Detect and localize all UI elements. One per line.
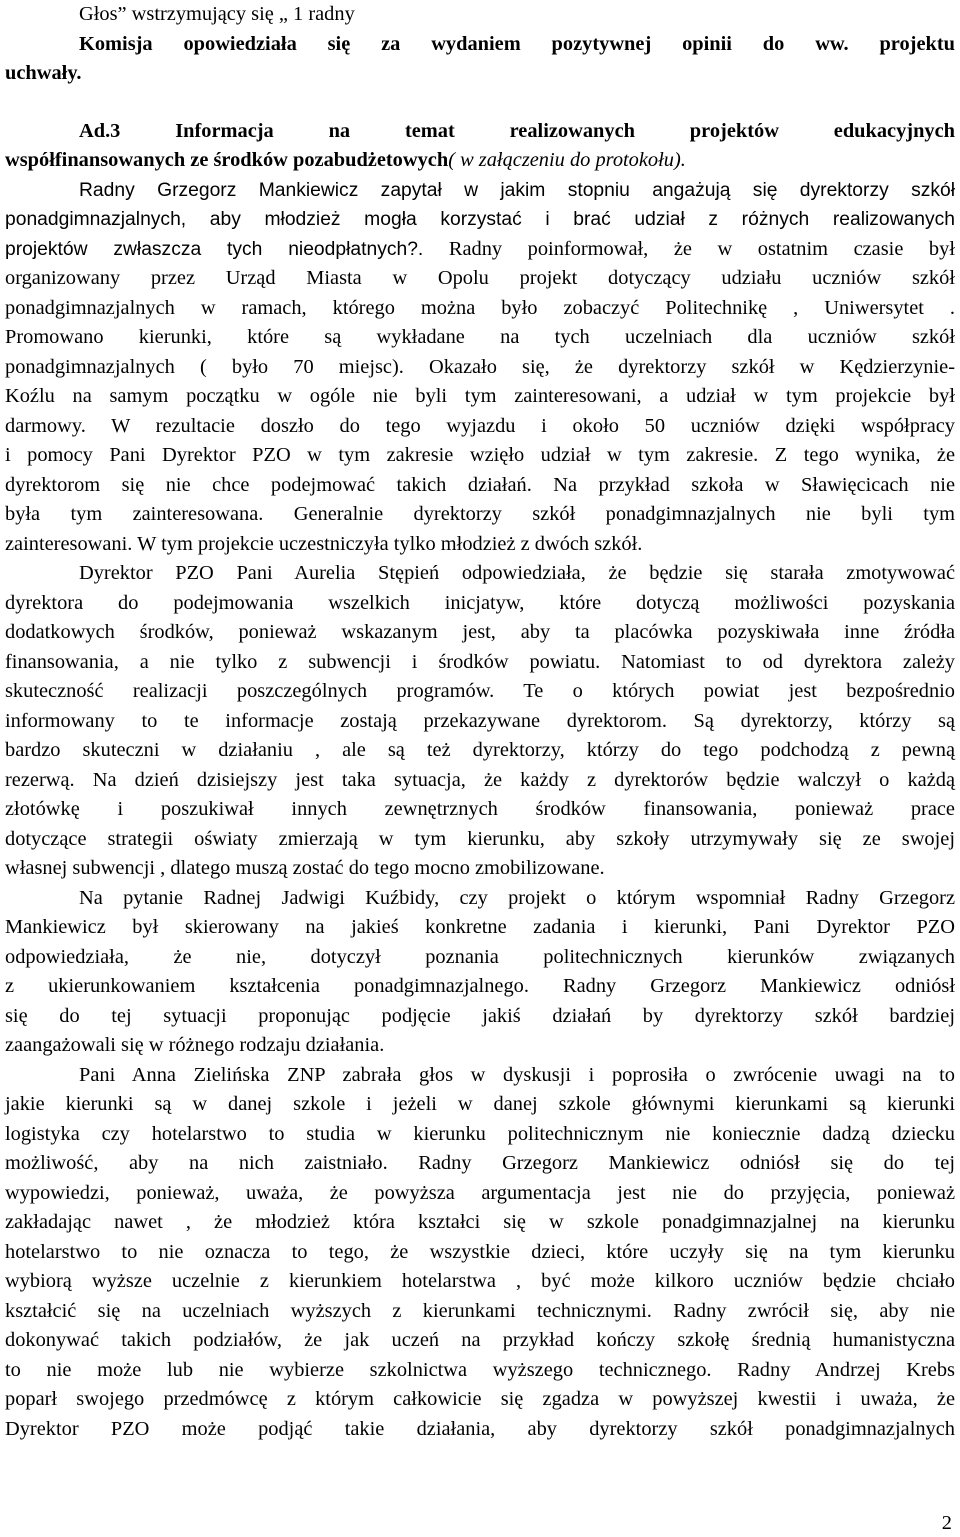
paragraph-line: rezerwą. Na dzień dzisiejszy jest taka sytuacja, że każdy z dyrektorów będzie walczył o każdą [5,769,955,791]
paragraph-line [5,235,955,265]
paragraph-line: Dyrektor PZO może podjąć takie działania, aby dyrektorzy szkół ponadgimnazjalnych [5,1418,955,1440]
paragraph-line: kształcić się na uczelniach wyższych z kierunkami technicznymi. Radny zwrócił się, aby nie [5,1300,955,1322]
paragraph-line: darmowy. W rezultacie doszło do tego wyjazdu i około 50 uczniów dzięki współpracy [5,415,955,437]
paragraph-line: hotelarstwo to nie oznacza to tego, że wszystkie dzieci, które uczyły się na tym kierunku [5,1241,955,1263]
paragraph-line: Na pytanie Radnej Jadwigi Kuźbidy, czy projekt o którym wspomniał Radny Grzegorz [79,887,955,909]
paragraph-line: skuteczność realizacji poszczególnych programów. Te o których powiat jest bezpośrednio [5,680,955,702]
paragraph-line: zainteresowani. W tym projekcie uczestniczyła tylko młodzież z dwóch szkół. [5,533,643,555]
paragraph-line: złotówkę i poszukiwał innych zewnętrznych środków finansowania, ponieważ prace [5,798,955,820]
paragraph-line: dyrektora do podejmowania wszelkich inicjatyw, które dotyczą możliwości pozyskania [5,592,955,614]
commission-opinion-line-end: uchwały. [5,62,82,84]
paragraph-line: Pani Anna Zielińska ZNP zabrała głos w dyskusji i poprosiła o zwrócenie uwagi na to [79,1064,955,1086]
paragraph-line: dyrektorom się nie chce podejmować takich działań. Na przykład szkoła w Sławięcicach nie [5,474,955,496]
paragraph-line: informowany to te informacje zostają przekazywane dyrektorom. Są dyrektorzy, którzy są [5,710,955,732]
paragraph-line: się do tej sytuacji proponując podjęcie jakiś działań by dyrektorzy szkół bardziej [5,1005,955,1027]
paragraph-line: poparł swojego przedmówcę z którym całkowicie się zgadza w powyższej kwestii i uważa, że [5,1388,955,1410]
paragraph-line: ponadgimnazjalnych, aby młodzież mogła korzystać i brać udział z różnych realizowanych [5,209,955,230]
paragraph-line: finansowania, a nie tylko z subwencji i środków powiatu. Natomiast to od dyrektora zależy [5,651,955,673]
paragraph-line: była tym zainteresowana. Generalnie dyrektorzy szkół ponadgimnazjalnych nie byli tym [5,503,955,525]
paragraph-line: Koźlu na samym początku w ogóle nie byli tym zainteresowani, a udział w tym projekcie był [5,385,955,407]
paragraph-line: Dyrektor PZO Pani Aurelia Stępień odpowiedziała, że będzie się starała zmotywować [79,562,955,584]
answer-fragment: Radny poinformował, że w ostatnim czasie był [423,238,955,260]
paragraph-line: logistyka czy hotelarstwo to studia w kierunku politechnicznym nie koniecznie dadzą dziecku [5,1123,955,1145]
paragraph-line: dotyczące strategii oświaty zmierzają w tym kierunku, aby szkoły utrzymywały się ze swojej [5,828,955,850]
paragraph-line: możliwość, aby na nich zaistniało. Radny Grzegorz Mankiewicz odniósł się do tej [5,1152,955,1174]
paragraph-line: wypowiedzi, ponieważ, uważa, że powyższa argumentacja jest nie do przyjęcia, ponieważ [5,1182,955,1204]
paragraph-line: zakładając nawet , że młodzież która kształci się w szkole ponadgimnazjalnej na kierunku [5,1211,955,1233]
agenda-heading-italic: ( w załączeniu do protokołu). [448,149,686,171]
paragraph-line: Mankiewicz był skierowany na jakieś konkretne zadania i kierunki, Pani Dyrektor PZO [5,916,955,938]
paragraph-line: ponadgimnazjalnych w ramach, którego można było zobaczyć Politechnikę , Uniwersytet . [5,297,955,319]
agenda-heading-bold: współfinansowanych ze środków pozabudżetowych [5,149,449,171]
paragraph-line: zaangażowali się w różnego rodzaju działania. [5,1034,385,1056]
commission-opinion-line: Komisja opowiedziała się za wydaniem pozytywnej opinii do ww. projektu [79,33,955,55]
paragraph-line: dodatkowych środków, ponieważ wskazanym jest, aby ta placówka pozyskiwała inne źródła [5,621,955,643]
paragraph-line: z ukierunkowaniem kształcenia ponadgimnazjalnego. Radny Grzegorz Mankiewicz odniósł [5,975,955,997]
vote-abstain-line: Głos” wstrzymujący się „ 1 radny [79,3,355,25]
paragraph-line: własnej subwencji , dlatego muszą zostać do tego mocno zmobilizowane. [5,857,605,879]
paragraph-line: ponadgimnazjalnych ( było 70 miejsc). Okazało się, że dyrektorzy szkół w Kędzierzynie- [5,356,955,378]
paragraph-line: bardzo skuteczni w działaniu , ale są też dyrektorzy, którzy do tego podchodzą z pewną [5,739,955,761]
paragraph-line: organizowany przez Urząd Miasta w Opolu projekt dotyczący udziału uczniów szkół [5,267,955,289]
agenda-item-heading-cont [5,146,955,176]
paragraph-line: dokonywać takich podziałów, że jak uczeń na przykład kończy szkołę średnią humanistyczna [5,1329,955,1351]
paragraph-line: i pomocy Pani Dyrektor PZO w tym zakresie wzięło udział w tym zakresie. Z tego wynika, że [5,444,955,466]
question-fragment: projektów zwłaszcza tych nieodpłatnych?. [5,239,424,260]
paragraph-line: odpowiedziała, że nie, dotyczył poznania politechnicznych kierunków związanych [5,946,955,968]
page-number: 2 [941,1512,952,1534]
agenda-item-heading: Ad.3 Informacja na temat realizowanych projektów edukacyjnych [79,120,955,142]
paragraph-line: wybiorą wyższe uczelnie z kierunkiem hotelarstwa , być może kilkoro uczniów będzie chciało [5,1270,955,1292]
paragraph-line: to nie może lub nie wybierze szkolnictwa wyższego technicznego. Radny Andrzej Krebs [5,1359,955,1381]
paragraph-line: jakie kierunki są w danej szkole i jeżeli w danej szkole głównymi kierunkami są kierunki [5,1093,955,1115]
paragraph-line: Radny Grzegorz Mankiewicz zapytał w jakim stopniu angażują się dyrektorzy szkół [79,180,955,201]
paragraph-line: Promowano kierunki, które są wykładane na tych uczelniach dla uczniów szkół [5,326,955,348]
